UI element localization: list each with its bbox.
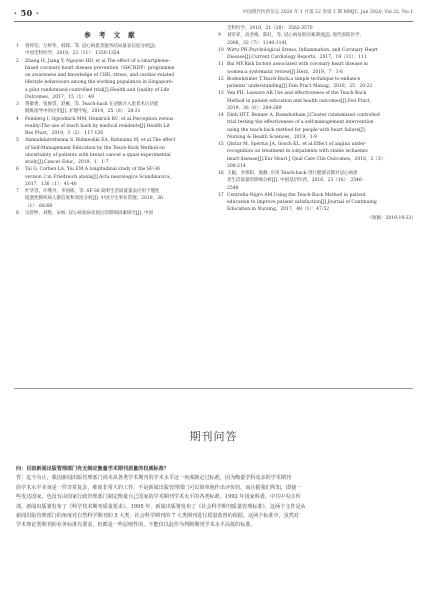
reference-line [16,101,206,108]
reference-text: lifestyle behaviours among the working population in Singapore: [25,80,174,86]
reference-number: 1 [16,44,19,49]
reference-text: Tai G, Corben LA, Yiu EM.A longitudinal study of the SF-36 [25,167,161,173]
reference-line [16,210,206,217]
journal-info: 中国现代医药杂志 2020 年 1 月第 22 卷第 1 期 MMJC, Jan 2020, Vol 22, No.1 [242,10,413,15]
reference-text: Centrella-Nigro AM.Using the Teach-Back Method in patient [227,192,366,198]
reference-text: 叶华容，许继丹，李国栋，等. SF-36 简明生活质量量表应用于慢性 [25,189,160,194]
reference-text: Yen PH, Leasure AR.Use and effectiveness of the Teach-Back [227,91,367,97]
reference-text: 208-214 [227,163,246,169]
reference-line [218,98,416,105]
reference-text: 黄敏香，张俊容，赵雁，等. Teach-back 在冠脉介入患者术后功能 [25,102,159,107]
received-date: （收稿：2019-10-23） [367,215,416,221]
page-header [14,8,413,20]
reference-text: Outcomes，2017，15（1）：49 [25,94,94,100]
reference-line [16,181,206,188]
reference-line [16,50,206,57]
reference-line [16,130,206,137]
reference-text: 吴舒婷，刘艳，宋杨. 冠心病发病及预后的影响因素研究[J]. 中国 [25,210,154,216]
reference-text: 锻炼指导中的应用[J]. 护理学报，2019，25（6）：28-31 [25,109,141,115]
reference-number: 16 [218,171,224,176]
reference-line [16,137,206,144]
reference-number: 6 [16,167,19,173]
reference-text: Bai MF.Risk factors associated with coronary heart disease in [227,62,368,68]
reference-line [16,159,206,166]
reference-line [16,195,206,202]
reference-number: 15 [218,142,224,147]
reference-text: recognition on treatment in outpatients with stable ischaemic [227,149,369,155]
reference-text: on awareness and knowledge of CHD, stress, and cardiac-related [25,73,175,78]
reference-text: Nursing & Health Sciences，2019，1-9 [227,134,318,140]
references-right-column [218,25,416,221]
reference-number: 17 [218,192,224,198]
reference-text: Qintar M, Spertus JA, Gosch KL, et al.Effect of angina under- [227,142,367,147]
answer-line: 部，新闻出版署发布了《科学技术期刊质量要求》，1995 年，新闻出版署发布了《社会科学期刊质量管理标准》，这两个文件是从 [16,503,306,510]
reference-number: 12 [218,76,224,82]
reference-text: Education in Nursing，2017，48（1）：47-52 [227,207,330,213]
reference-line [218,163,416,170]
reference-line [218,25,416,32]
reference-line [218,177,416,184]
reference-number: 3 [16,102,19,107]
reference-text: based coronary heart disease prevention（SBCHDP）programme [25,65,175,71]
reference-line [218,40,416,47]
reference-text: 刘军祥，高金梅，陈红，等. 冠心病危险因素调查[J]. 现代预防医学， [227,33,365,39]
reference-text: uncertainty of patients with breast cancer:a quasi-experimental [25,152,171,158]
reference-line [218,112,416,119]
reference-line [218,76,416,83]
reference-line [16,94,206,101]
reference-number: 8 [16,210,19,216]
reference-text: Zhang H, Jiang Y, Nguyen HD, et al.The effect of a smartphone- [25,58,171,64]
reference-line [16,87,206,94]
references-list-left [16,43,206,217]
reference-text: Res Pract，2019，3（2）：117-126 [25,131,104,136]
reference-text: Wirtz PH.Psychological Stress, Inflammation, and Coronary Heart [227,47,378,53]
reference-line [16,43,206,50]
references-title: 参 考 文 献 [84,31,138,39]
page-number: · 50 · [14,8,40,18]
reference-line [218,170,416,177]
qa-section [16,465,411,531]
reference-text: Ahmadidarrehsima S, Bidmeshki EA, Rahnama M, et al.The effect [25,138,176,144]
reference-line [218,119,416,126]
reference-line [16,145,206,152]
reference-number: 10 [218,47,224,53]
reference-number: 11 [218,62,224,68]
reference-text: 2006，33（7）：1140-1141 [227,40,288,46]
reference-line [16,116,206,123]
answer-line: 些发达国家，也没有由国家行政管理部门制定衡量自己国家的学术期刊学术水平的各类标准。1992 年国家科委，中共中央宣传 [16,494,301,501]
reference-text: education to improve patient satisfaction[J].Journal of Continuing [227,200,377,205]
reference-text: 2017，136（1）：41-46 [25,181,77,187]
answer-text [16,474,411,530]
references-left-column [16,25,206,217]
reference-number: 7 [16,189,19,194]
reference-text: 阻塞性肺疾病人群信度和效度分析[J]. 中国卫生事业管理，2019，36 [25,196,163,202]
reference-number: 14 [218,113,224,118]
reference-line [16,174,206,181]
reference-text: （1）：66-68 [25,203,53,209]
reference-line [16,123,206,130]
reference-text: version 2 in Friedreich ataxia[J].Acta neurologica Scandinavica， [25,174,175,180]
reference-text: patients' understanding[J].Fam Pract Manag，2018，25：20-22 [227,84,373,89]
reference-number: 4 [16,116,19,122]
reference-text: 中国全科医学，2019，22（11）：1350-1354 [25,51,120,57]
reference-line [16,203,206,210]
reference-line [218,185,416,192]
reference-text: Method in patient education and health outcomes[J].Fed Pract， [227,98,375,104]
section-divider [14,388,413,389]
reference-text: of Self-Management Education by the Teach-Back Method on [25,145,165,151]
reference-line [218,54,416,61]
reference-text: Feinberg I, Ogrodnick MM, Hendrick RC, et al.Perception versus [25,116,174,122]
reference-line [16,152,206,159]
reference-text: study[J].Cancer Educ，2019，1：1-7 [25,160,109,165]
reference-text: 者生活质量的影响分析[J]. 中国基层医药，2016，23（16）：2546- [227,178,364,184]
reference-line [218,83,416,90]
reference-line [218,192,416,199]
reference-line [16,79,206,86]
answer-line: 的学术水平本身是一件非常复杂，难度非常大的工作，不是新闻出版管理部门可以简单地作出评价的。而且据我们所知，即使一 [16,484,302,491]
reference-text: 2548 [227,185,239,191]
column-title: 期刊问答 [189,430,238,443]
answer-line: 学术理论类期刊的业务标准有要求，但都是一些原则性的，不能仅以此作为判断期刊学术水平高低的标准。 [16,522,256,529]
reference-line [218,199,416,206]
reference-line [218,134,416,141]
reference-line [218,148,416,155]
reference-text: 全科医学，2018，21（28）：3562-3570 [227,26,313,31]
reference-number: 2 [16,58,19,64]
reference-text: a pilot randomised controlled trial[J].Health and Quality of Life [25,87,170,93]
reference-text: 曾梓钧，万婷华，韩锋，等. 冠心病患者服务结局量表信度分析[J]. [25,44,157,49]
reference-line [218,90,416,97]
reference-text: using the teach-back method for people with heart failure[J]. [227,127,367,133]
reference-line [16,166,206,173]
reference-number: 9 [218,33,221,39]
reference-text: 王颖，李寒阳，梁静. 应用 Teach-back 进行健康宣教对冠心病患 [227,171,358,176]
reference-line [16,108,206,115]
reference-line [218,141,416,148]
reference-line [16,72,206,79]
reference-text: Dinh HTT, Bonner A, Ramsbotham J.Cluster randomized controlled [227,113,380,118]
reference-line [218,69,416,76]
question-text: 问：目前新闻出版管理部门有无制定衡量学术期刊质量的权威标准？ [16,466,169,472]
reference-line [218,206,416,213]
reference-text: heart disease[J].Eur Heart J Qual Care Clin Outcomes，2016，2（3）： [227,156,388,162]
reference-line [16,65,206,72]
reference-line [16,188,206,195]
reference-text: reality:The use of teach back by medical residents[J].Health Lit [25,123,170,129]
reference-text: women:a systematic review[J].Herz，2019，7：1-6 [227,69,344,75]
reference-line [218,47,416,54]
reference-line [218,127,416,134]
reference-text: Bodenheimer T.Teach-Back:a simple technique to enhance [227,76,361,82]
reference-number: 5 [16,138,19,144]
reference-line [218,156,416,163]
answer-line: 新闻出版管理部门的角度对自然科学期刊的 5 大类，社会科学期刊的 7 大类期刊进行质量监督的依据。这两个标准中，虽然对 [16,513,299,520]
reference-line [16,58,206,65]
reference-text: 2019，36（6）：284-289 [227,105,282,111]
answer-line: 答：迄今为止，我国新闻出版管理部门尚未从各类学术期刊的学术水平这一角度制定过标准，因为衡量学科众多的学术期刊 [16,475,292,482]
header-rule [14,21,413,22]
reference-line [218,105,416,112]
reference-line [218,61,416,68]
reference-text: Disease[J].Current Cardiology Reports，2017，19（11）：111 [227,55,367,60]
reference-number: 13 [218,91,224,97]
references-list-right [218,25,416,214]
reference-line [218,32,416,39]
reference-text: trial testing the effectiveness of a self-management intervention [227,120,374,126]
